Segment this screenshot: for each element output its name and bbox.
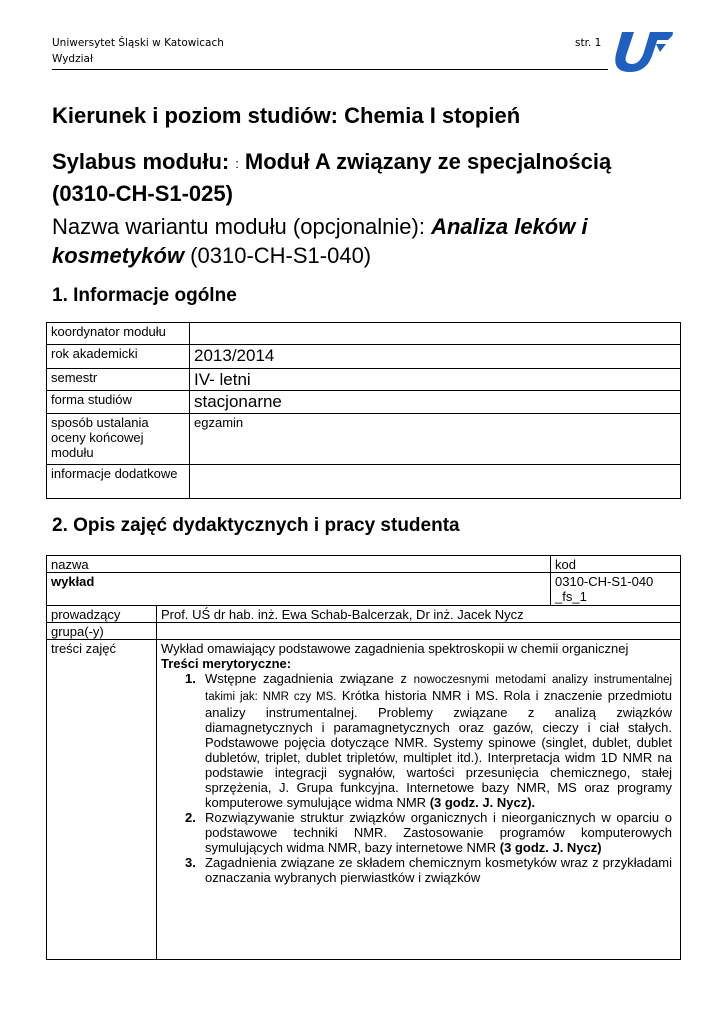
table-row [47, 623, 681, 640]
column-header-code: kod [551, 556, 681, 573]
syllabus-title [52, 147, 612, 208]
table-row [47, 345, 681, 369]
table-row [47, 414, 681, 465]
item-text: Zagadnienia związane ze składem chemicznym kosmetyków wraz z przykładami oznaczania wybranych pierwiastków i związków [205, 855, 673, 885]
course-name: wykład [47, 573, 551, 606]
table-row [47, 369, 681, 391]
list-item [161, 855, 672, 885]
page-number: str. 1 [575, 37, 602, 49]
variant-name: Analiza leków i kosmetyków [52, 214, 588, 268]
item-number: 3. [185, 855, 196, 870]
item-text-small: nowoczesnymi metodami analizy instrumentalnej takimi jak: NMR czy MS. [205, 674, 673, 703]
table-row [47, 465, 681, 499]
table-row [47, 556, 681, 573]
info-value: 2013/2014 [190, 345, 681, 369]
header-rule [52, 69, 608, 70]
table-row [47, 606, 681, 623]
university-logo [612, 30, 674, 74]
table-row [47, 573, 681, 606]
variant-code: (0310-CH-S1-040) [184, 243, 372, 268]
syllabus-module-name: Moduł A związany ze specjalnością (0310-CH-S1-025) [52, 149, 612, 206]
variant-title [52, 212, 652, 270]
table-row [47, 391, 681, 414]
content-list [161, 671, 672, 885]
info-label: rok akademicki [47, 345, 190, 369]
content-intro: Wykład omawiający podstawowe zagadnienia spektroskopii w chemii organicznej [161, 641, 629, 656]
column-header-name: nazwa [47, 556, 551, 573]
info-label: semestr [47, 369, 190, 391]
info-value [190, 323, 681, 345]
list-item [161, 671, 672, 810]
item-text: Wstępne zagadnienia związane z [205, 671, 414, 686]
lecturers-label: prowadzący [47, 606, 157, 623]
syllabus-separator: : [235, 156, 239, 171]
content-label: treści zajęć [47, 640, 157, 960]
item-hours: (3 godz. J. Nycz) [499, 840, 602, 855]
course-code: 0310-CH-S1-040 _fs_1 [551, 573, 681, 606]
item-number: 2. [185, 810, 196, 825]
lecturers-value: Prof. UŚ dr hab. inż. Ewa Schab-Balcerzak, Dr inż. Jacek Nycz [157, 606, 681, 623]
group-label: grupa(-y) [47, 623, 157, 640]
table-row [47, 323, 681, 345]
list-item [161, 810, 672, 855]
group-value [157, 623, 681, 640]
section-1-heading: 1. Informacje ogólne [52, 285, 237, 306]
faculty-name: Wydział [52, 53, 93, 65]
info-value: IV- letni [190, 369, 681, 391]
variant-prefix: Nazwa wariantu modułu (opcjonalnie): [52, 214, 432, 239]
syllabus-prefix: Sylabus modułu: [52, 149, 230, 174]
university-name: Uniwersytet Śląski w Katowicach [52, 37, 224, 49]
info-label: informacje dodatkowe [47, 465, 190, 499]
info-value: stacjonarne [190, 391, 681, 414]
study-program-title: Kierunek i poziom studiów: Chemia I stopień [52, 103, 521, 128]
content-heading: Treści merytoryczne: [161, 656, 292, 671]
section-2-heading: 2. Opis zajęć dydaktycznych i pracy studenta [52, 515, 460, 536]
item-number: 1. [185, 671, 196, 686]
info-value [190, 465, 681, 499]
item-text-cont: Krótka historia NMR i MS. Rola i znaczenie przedmiotu analizy instrumentalnej. Problemy związane z analizą związków diamagnetycznych i paramagnetycznych oraz gazów, cieczy i ciał stałych. Podstawowe pojęcia dotyczące NMR. Systemy spinowe (singlet, dublet, dublet dubletów, triplet, dublet tripletów, multiplet itd.). Interpretacja widm 1D NMR na podstawie integracji sygnałów, wartości przesunięcia chemicznego, stałej sprzężenia, J. Grupa funkcyjna. Internetowe bazy NMR, MS oraz programy komputerowe symulujące widma NMR [205, 688, 673, 810]
info-label: forma studiów [47, 391, 190, 414]
table-row [47, 640, 681, 960]
info-label: sposób ustalania oceny końcowej modułu [47, 414, 190, 465]
general-info-table [46, 322, 681, 499]
item-text: Rozwiązywanie struktur związków organicznych i nieorganicznych w oparciu o podstawowe techniki NMR. Zastosowanie programów komputerowych symulujących widma NMR, bazy internetowe NMR [205, 810, 673, 855]
course-table [46, 555, 681, 960]
content-cell [157, 640, 681, 960]
info-value: egzamin [190, 414, 681, 465]
item-hours: (3 godz. J. Nycz). [429, 795, 536, 810]
info-label: koordynator modułu [47, 323, 190, 345]
